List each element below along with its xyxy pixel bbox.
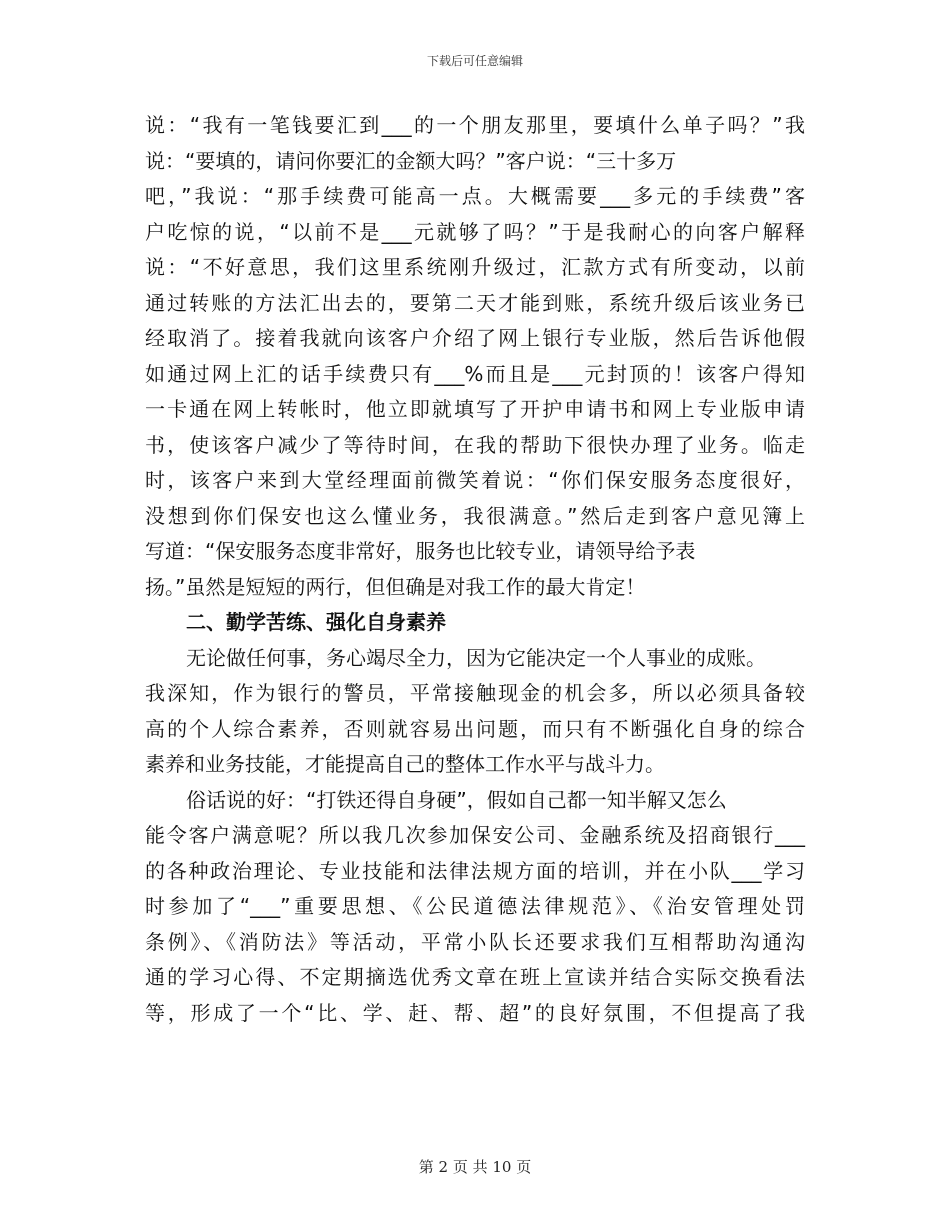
document-body <box>145 108 805 1031</box>
page-footer: 第 2 页 共 10 页 <box>418 1158 532 1176</box>
text-line: 无论做任何事，务心竭尽全力，因为它能决定一个人事业的成账。 <box>186 645 766 670</box>
text-line: 一卡通在网上转帐时，他立即就填写了开护申请书和网上专业版申请 <box>145 397 805 421</box>
text-line: 通的学习心得、不定期摘选优秀文章在班上宣读并结合实际交换看法 <box>145 965 805 989</box>
text-line: 写道：“保安服务态度非常好，服务也比较专业，请领导给予表 <box>145 539 696 563</box>
text-line: 等，形成了一个“比、学、赶、帮、超”的良好氛围，不但提高了我 <box>145 1000 805 1025</box>
text-line: 书，使该客户减少了等待时间，在我的帮助下很快办理了业务。临走 <box>145 432 805 457</box>
text-line: 通过转账的方法汇出去的，要第二天才能到账，系统升级后该业务已 <box>145 290 805 315</box>
text-line: 吧，”我说：“那手续费可能高一点。大概需要___多元的手续费”客 <box>145 184 805 208</box>
section-heading: 二、勤学苦练、强化自身素养 <box>186 610 446 634</box>
text-line: 时参加了“___”重要思想、《公民道德法律规范》、《治安管理处罚 <box>145 894 805 918</box>
text-line: 没想到你们保安也这么懂业务，我很满意。”然后走到客户意见簿上 <box>145 503 805 528</box>
text-line: 说：“要填的，请问你要汇的金额大吗？”客户说：“三十多万 <box>145 148 677 173</box>
text-line: 经取消了。接着我就向该客户介绍了网上银行专业版，然后告诉他假 <box>145 326 805 350</box>
text-line: 我深知，作为银行的警员，平常接触现金的机会多，所以必须具备较 <box>145 681 805 705</box>
text-line: 能令客户满意呢？所以我几次参加保安公司、金融系统及招商银行___ <box>145 823 805 847</box>
text-line: 户吃惊的说，“以前不是___元就够了吗？”于是我耐心的向客户解释 <box>145 219 805 244</box>
text-line: 时，该客户来到大堂经理面前微笑着说：“你们保安服务态度很好， <box>145 468 805 492</box>
page-header: 下载后可任意编辑 <box>426 54 523 68</box>
text-line: 如通过网上汇的话手续费只有___%而且是___元封顶的！该客户得知 <box>145 361 805 386</box>
text-line: 说：“不好意思，我们这里系统刚升级过，汇款方式有所变动，以前 <box>145 255 805 279</box>
text-line: 说：“我有一笔钱要汇到___的一个朋友那里，要填什么单子吗？”我 <box>145 113 805 137</box>
text-line: 条例》、《消防法》等活动，平常小队长还要求我们互相帮助沟通沟 <box>145 929 805 954</box>
text-line: 素养和业务技能，才能提高自己的整体工作水平与战斗力。 <box>145 752 665 776</box>
text-line: 的各种政治理论、专业技能和法律法规方面的培训，并在小队___学习 <box>145 858 805 883</box>
text-line: 俗话说的好：“打铁还得自身硬”，假如自己都一知半解又怎么 <box>186 787 727 812</box>
text-line: 高的个人综合素养，否则就容易出问题，而只有不断强化自身的综合 <box>145 716 805 741</box>
text-line: 扬。”虽然是短短的两行，但但确是对我工作的最大肯定！ <box>145 574 646 599</box>
